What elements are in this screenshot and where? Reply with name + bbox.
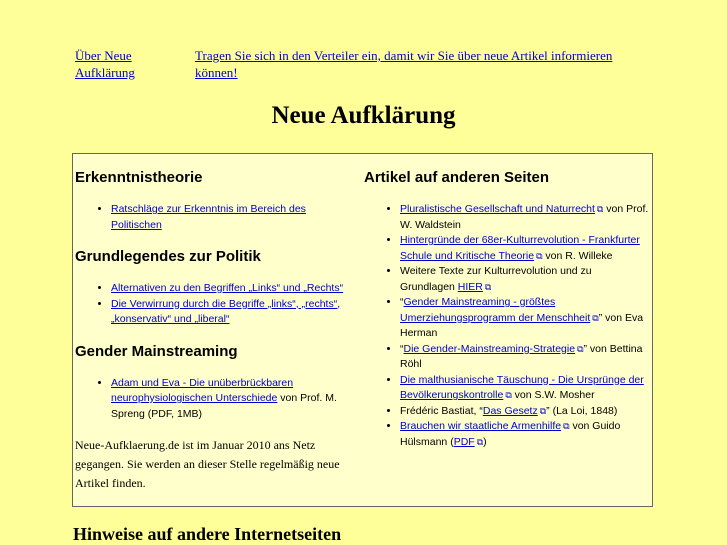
list-item: • Weitere Texte zur Kulturrevolution und zu Grundlagen HIER ⧉	[400, 264, 649, 295]
external-link[interactable]: Gender Mainstreaming - größtes Umerziehungsprogramm der Menschheit	[400, 296, 591, 324]
list-item	[111, 376, 357, 423]
pdf-link[interactable]: PDF	[453, 435, 475, 448]
list-item: • Frédéric Bastiat, “Das Gesetz ⧉” (La Loi, 1848)	[400, 404, 649, 420]
page-title: Neue Aufklärung	[271, 102, 456, 129]
article-link[interactable]: Die Verwirrung durch die Begriffe „links“, „rechts“, „konservativ“ und „liberal“	[111, 297, 341, 325]
item-suffix: von Prof. M. Spreng (PDF, 1MB)	[111, 392, 337, 420]
external-link[interactable]: Hintergründe der 68er-Kulturrevolution - Frankfurter Schule und Kritische Theorie	[400, 234, 640, 262]
external-link-icon: ⧉	[596, 204, 604, 214]
external-link-icon: ⧉	[484, 281, 492, 292]
list-item	[111, 281, 357, 297]
list-item: • “Gender Mainstreaming - größtes Umerziehungsprogramm der Menschheit ⧉” von Eva Herman	[400, 295, 649, 342]
right-column	[364, 168, 649, 462]
external-link-icon: ⧉	[539, 405, 547, 416]
external-link-icon: ⧉	[577, 343, 584, 354]
bottom-heading: Hinweise auf andere Internetseiten	[73, 524, 342, 544]
external-articles-list	[364, 202, 649, 450]
external-link[interactable]: Pluralistische Gesellschaft und Naturrecht	[400, 203, 595, 215]
list-item: • “Die Gender-Mainstreaming-Strategie ⧉” von Bettina Röhl	[400, 342, 649, 373]
about-link[interactable]: Über Neue Aufklärung	[75, 48, 135, 80]
section-list-politik	[75, 281, 357, 328]
list-item: • Die malthusianische Täuschung - Die Ursprünge der Bevölkerungskontrolle ⧉ von S.W. Mosher	[400, 373, 649, 404]
external-link[interactable]: Brauchen wir staatliche Armenhilfe	[400, 420, 562, 432]
article-link[interactable]: Ratschläge zur Erkenntnis im Bereich des Politischen	[111, 203, 306, 231]
section-heading-politik: Grundlegendes zur Politik	[75, 248, 261, 265]
content-box	[72, 153, 653, 507]
list-item	[111, 297, 357, 328]
external-link-icon: ⧉	[476, 436, 484, 447]
external-link-icon: ⧉	[536, 250, 543, 261]
article-link[interactable]: Alternativen zu den Begriffen „Links“ und „Rechts“	[111, 282, 344, 294]
external-link[interactable]: Das Gesetz	[482, 404, 538, 417]
section-heading-gender: Gender Mainstreaming	[75, 342, 238, 360]
subscribe-link[interactable]: Tragen Sie sich in den Verteiler ein, damit wir Sie über neue Artikel informieren können!	[195, 48, 613, 80]
site-note: Neue-Aufklaerung.de ist im Januar 2010 ans Netz gegangen. Sie werden an dieser Stelle regelmäßig neue Artikel finden.	[75, 438, 340, 490]
external-link-icon: ⧉	[592, 312, 599, 323]
external-link-icon: ⧉	[505, 390, 512, 400]
list-item: • Brauchen wir staatliche Armenhilfe ⧉ von Guido Hülsmann (PDF ⧉)	[400, 419, 649, 450]
left-column	[75, 168, 357, 493]
section-heading-erkenntnistheorie: Erkenntnistheorie	[75, 169, 203, 186]
section-list-gender	[75, 376, 357, 423]
external-link[interactable]: Die Gender-Mainstreaming-Strategie	[403, 342, 576, 355]
list-item	[111, 202, 357, 233]
section-list-erkenntnistheorie	[75, 202, 357, 233]
external-link[interactable]: Die malthusianische Täuschung - Die Ursprünge der Bevölkerungskontrolle	[400, 373, 644, 401]
section-heading-external-articles: Artikel auf anderen Seiten	[364, 169, 550, 186]
list-item: • Hintergründe der 68er-Kulturrevolution - Frankfurter Schule und Kritische Theorie ⧉ von R. Willeke	[400, 233, 649, 264]
article-link[interactable]: Adam und Eva - Die unüberbrückbaren neurophysiologischen Unterschiede	[111, 376, 294, 404]
list-item: • Pluralistische Gesellschaft und Naturrecht ⧉ von Prof. W. Waldstein	[400, 202, 649, 233]
external-link-icon: ⧉	[563, 421, 570, 431]
external-link[interactable]: HIER	[457, 280, 483, 293]
